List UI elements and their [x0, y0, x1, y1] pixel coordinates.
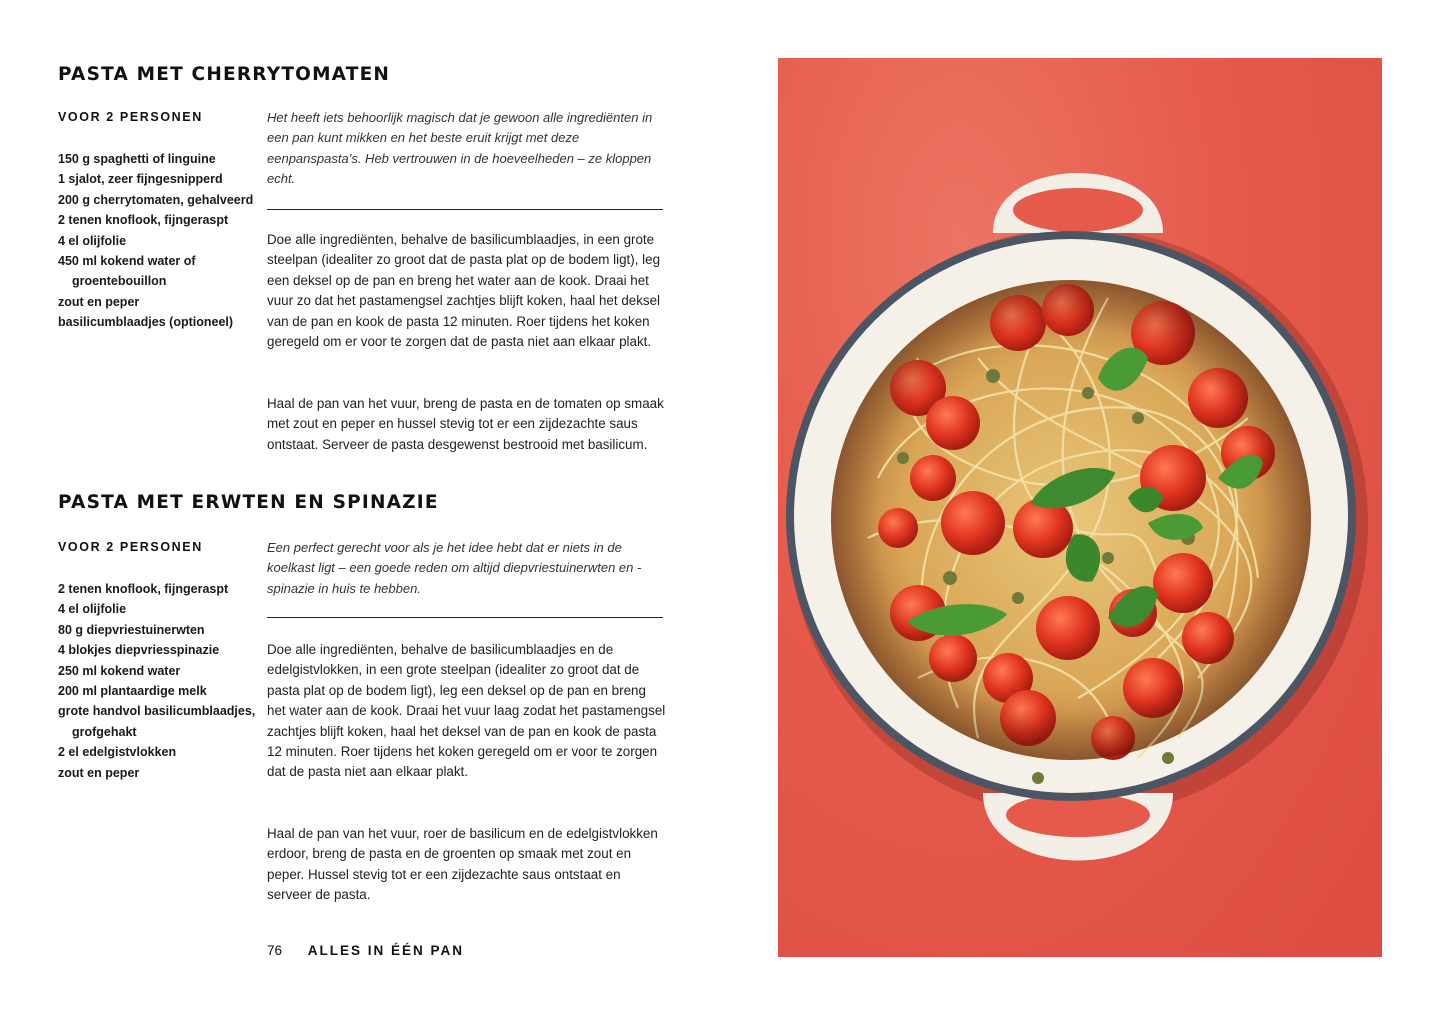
ingredient-item: 250 ml kokend water	[58, 663, 181, 678]
ingredient-item: 200 g cherrytomaten, gehalveerd	[58, 192, 254, 207]
ingredient-item: zout en peper	[58, 765, 140, 780]
recipe-1-serves: VOOR 2 PERSONEN	[58, 110, 203, 124]
pot-handle-top	[993, 173, 1163, 233]
recipe-2-method-step-1: Doe alle ingrediënten, behalve de basilicumblaadjes en de edelgistvlokken, in een grote steelpan (idealiter zo groot dat de pasta plat op de bodem ligt), leg een deksel op de pan en breng het water aan de kook. Draai het vuur laag zodat het pastamengsel zachtjes blijft koken, haal het deksel van de pan en kook de pasta 12 minuten. Roer tijdens het koken geregeld om er voor te zorgen dat de pasta niet aan elkaar plakt.	[267, 642, 666, 780]
recipe-photo	[778, 58, 1382, 957]
ingredient-item: 80 g diepvriestuinerwten	[58, 622, 205, 637]
ingredient-item: 450 ml kokend water of groentebouillon	[58, 254, 196, 289]
ingredient-item: zout en peper	[58, 294, 140, 309]
recipe-2-intro: Een perfect gerecht voor als je het idee hebt dat er niets in de koelkast ligt – een goede reden om altijd diepvriestuinerwten en -spinazie in huis te hebben.	[267, 540, 642, 596]
recipe-1-ingredients	[58, 149, 258, 333]
recipe-1-title: PASTA MET CHERRYTOMATEN	[58, 64, 391, 85]
recipe-2-title: PASTA MET ERWTEN EN SPINAZIE	[58, 492, 439, 513]
recipe-2-method-step-2: Haal de pan van het vuur, roer de basilicum en de edelgistvlokken erdoor, breng de pasta en de groenten op smaak met zout en peper. Hussel stevig tot er een zijdezachte saus ontstaat en serveer de pasta.	[267, 826, 658, 903]
ingredient-item: 2 el edelgistvlokken	[58, 745, 177, 760]
ingredient-item: 2 tenen knoflook, fijngeraspt	[58, 213, 229, 228]
ingredient-item: 4 blokjes diepvriesspinazie	[58, 643, 220, 658]
recipe-2-divider	[267, 617, 663, 618]
recipe-1-intro: Het heeft iets behoorlijk magisch dat je gewoon alle ingrediënten in een pan kunt mikken en het beste eruit krijgt met deze eenpanspasta’s. Heb vertrouwen in de hoeveelheden – ze kloppen echt.	[267, 110, 653, 187]
ingredient-item: grote handvol basilicumblaadjes, grofgehakt	[58, 704, 256, 739]
ingredient-item: 150 g spaghetti of linguine	[58, 152, 216, 166]
ingredient-item: 2 tenen knoflook, fijngeraspt	[58, 582, 229, 596]
pot-handle-bottom	[983, 793, 1173, 861]
recipe-1-method-step-2: Haal de pan van het vuur, breng de pasta en de tomaten op smaak met zout en peper en hussel stevig tot er een zijdezachte saus ontstaat. Serveer de pasta desgewenst bestrooid met basilicum.	[267, 396, 664, 452]
pasta-pot-illustration	[778, 58, 1382, 957]
ingredient-item: basilicumblaadjes (optioneel)	[58, 315, 234, 330]
ingredient-item: 1 sjalot, zeer fijngesnipperd	[58, 172, 223, 187]
page-number: 76	[267, 943, 283, 958]
pot-inner-shadow	[831, 280, 1311, 760]
recipe-1-method-step-1: Doe alle ingrediënten, behalve de basilicumblaadjes, in een grote steelpan (idealiter zo groot dat de pasta plat op de bodem ligt), leg een deksel op de pan en breng het water aan de kook. Draai het vuur zo dat het pastamengsel zachtjes blijft koken, haal het deksel van de pan en kook de pasta 12 minuten. Roer tijdens het koken geregeld om er voor te zorgen dat de pasta niet aan elkaar plakt.	[267, 232, 661, 350]
recipe-2-ingredients	[58, 579, 258, 783]
ingredient-item: 4 el olijfolie	[58, 602, 127, 617]
ingredient-item: 200 ml plantaardige melk	[58, 684, 207, 699]
recipe-1-divider	[267, 209, 663, 210]
page-footer	[267, 943, 464, 958]
ingredient-item: 4 el olijfolie	[58, 233, 127, 248]
book-title: ALLES IN ÉÉN PAN	[307, 943, 465, 958]
recipe-2-serves: VOOR 2 PERSONEN	[58, 540, 203, 554]
